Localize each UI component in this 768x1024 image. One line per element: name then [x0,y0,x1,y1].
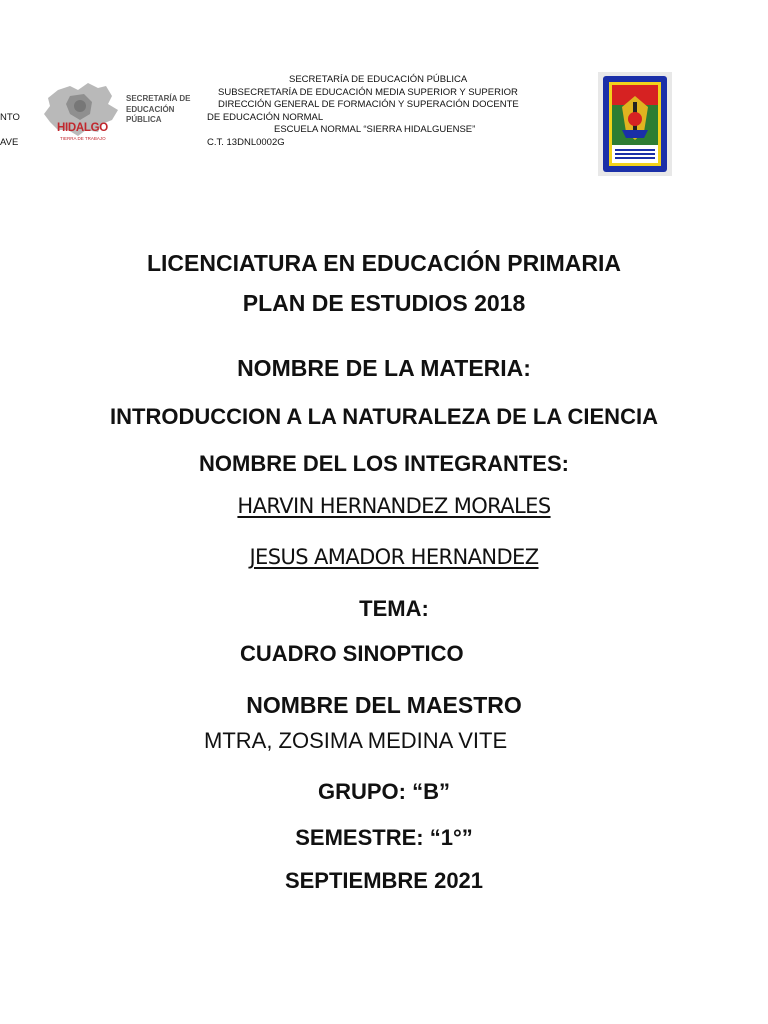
topic-label: TEMA: [359,596,429,621]
cut-text-2: AVE [0,137,19,148]
header-line-2: SUBSECRETARÍA DE EDUCACIÓN MEDIA SUPERIOR Y SUPERIOR [218,86,518,98]
members-label: NOMBRE DEL LOS INTEGRANTES: [199,451,569,476]
member-name: HARVIN HERNANDEZ MORALES [237,494,551,518]
member-2-row [0,545,768,569]
cut-text-1: NTO [0,112,20,123]
subject-label: NOMBRE DE LA MATERIA: [237,355,531,381]
header-line-1: SECRETARÍA DE EDUCACIÓN PÚBLICA [289,74,468,85]
sep-hidalgo-logo [40,80,200,150]
header-line-4: DE EDUCACIÓN NORMAL [207,111,324,123]
school-emblem [598,72,672,176]
semester: SEMESTRE: “1°” [295,825,473,850]
teacher-name: MTRA, ZOSIMA MEDINA VITE [204,728,508,753]
hidalgo-tagline: TIERRA DE TRABAJO [60,136,106,141]
degree-title: LICENCIATURA EN EDUCACIÓN PRIMARIA [146,250,622,276]
sep-logo-line-2: EDUCACIÓN [126,104,175,114]
header-line-6: C.T. 13DNL0002G [207,136,285,148]
study-plan: PLAN DE ESTUDIOS 2018 [242,290,526,316]
topic-name: CUADRO SINOPTICO [240,641,464,666]
hidalgo-wordmark: HIDALGO [57,122,108,134]
sep-logo-line-3: PÚBLICA [126,115,162,124]
sep-logo-line-1: SECRETARÍA DE [126,94,191,103]
shield-icon [598,72,672,176]
sep-logo-text [126,94,190,126]
header-line-3: DIRECCIÓN GENERAL DE FORMACIÓN Y SUPERACIÓN DOCENTE [218,99,519,110]
subject-name: INTRODUCCION A LA NATURALEZA DE LA CIENCIA [110,404,658,429]
teacher-label: NOMBRE DEL MAESTRO [246,692,522,718]
group: GRUPO: “B” [318,779,450,804]
member-1-row [0,494,768,518]
member-name: JESUS AMADOR HERNANDEZ [249,545,539,569]
header-line-5: ESCUELA NORMAL “SIERRA HIDALGUENSE” [274,124,476,135]
date: SEPTIEMBRE 2021 [284,868,484,893]
